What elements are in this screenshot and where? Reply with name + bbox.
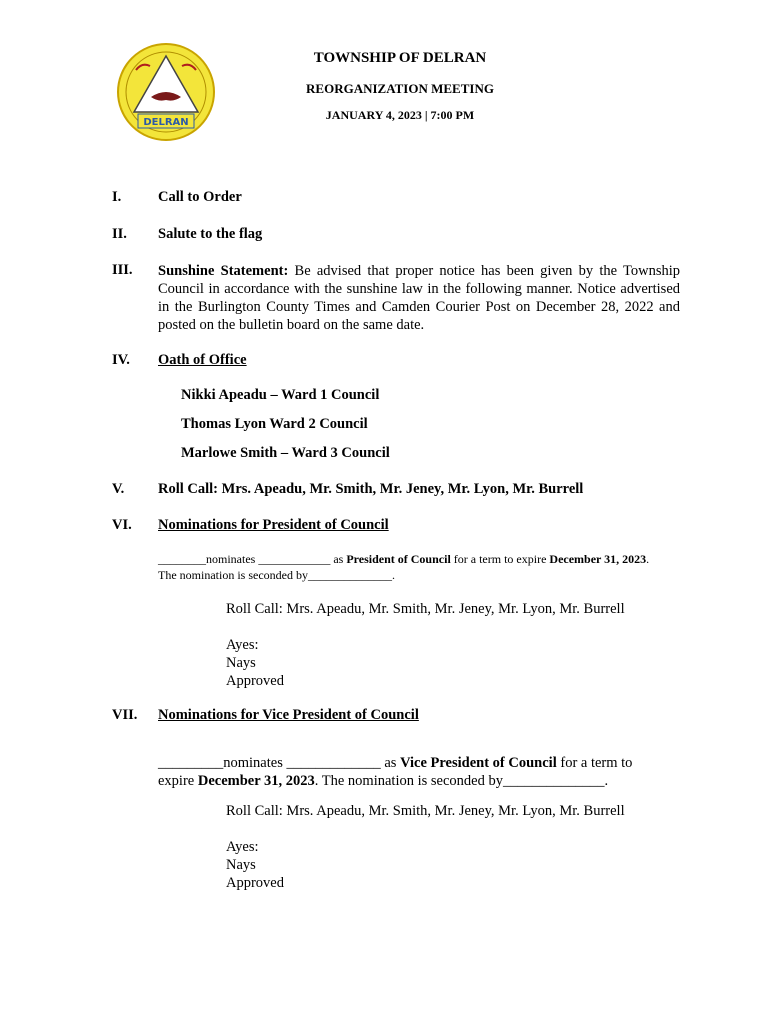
vice-president-nomination — [158, 754, 680, 790]
doc-date: JANUARY 4, 2023 | 7:00 PM — [325, 108, 475, 122]
item-7-text: Nominations for Vice President of Council — [158, 707, 419, 723]
oath-ward-2: Thomas Lyon Ward 2 Council — [181, 416, 368, 432]
nomination-text: _________nominates _____________ as — [158, 755, 401, 771]
doc-subtitle: REORGANIZATION MEETING — [306, 81, 494, 96]
vice-president-ayes: Ayes: — [226, 839, 259, 855]
vice-president-rollcall: Roll Call: Mrs. Apeadu, Mr. Smith, Mr. Jeney, Mr. Lyon, Mr. Burrell — [226, 803, 625, 819]
term-date: December 31, 2023 — [197, 773, 315, 789]
sunshine-text: Be advised that proper notice has been given by the Township Council in accordance with the sunshine law in the following manner. Notice advertised in the Burlington County Times and Camden Courier Post on December 28, 2022 and posted on the bulletin board on the same date. — [158, 263, 681, 333]
office-name: President of Council — [346, 552, 451, 566]
item-2-number: II. — [112, 226, 127, 242]
term-date: December 31, 2023 — [549, 552, 647, 566]
item-5-number: V. — [112, 481, 125, 497]
vice-president-nays: Nays — [226, 857, 256, 873]
vice-president-approved: Approved — [226, 875, 284, 891]
item-5-text: Roll Call: Mrs. Apeadu, Mr. Smith, Mr. Jeney, Mr. Lyon, Mr. Burrell — [158, 481, 584, 497]
office-name: Vice President of Council — [400, 755, 557, 771]
item-3-number: III. — [112, 262, 133, 278]
item-2-text: Salute to the flag — [158, 226, 263, 242]
nomination-text: ________nominates ____________ as — [158, 552, 347, 566]
president-approved: Approved — [226, 673, 284, 689]
doc-title: TOWNSHIP OF DELRAN — [313, 50, 487, 66]
president-nomination — [158, 551, 698, 583]
president-rollcall: Roll Call: Mrs. Apeadu, Mr. Smith, Mr. Jeney, Mr. Lyon, Mr. Burrell — [226, 601, 625, 617]
seal-text: DELRAN — [143, 117, 189, 128]
seconded-text: . The nomination is seconded by______________. — [314, 773, 609, 789]
nomination-text: . — [646, 552, 650, 566]
item-4-text: Oath of Office — [158, 352, 247, 368]
president-nays: Nays — [226, 655, 256, 671]
nomination-text: expire — [158, 773, 198, 789]
seconded-text: The nomination is seconded by______________. — [158, 568, 395, 582]
oath-ward-3: Marlowe Smith – Ward 3 Council — [181, 445, 390, 461]
item-4-number: IV. — [112, 352, 130, 368]
president-ayes: Ayes: — [226, 637, 259, 653]
nomination-text: for a term to — [556, 755, 633, 771]
item-6-text: Nominations for President of Council — [158, 517, 389, 533]
item-1-number: I. — [112, 189, 122, 205]
nomination-text: for a term to expire — [450, 552, 550, 566]
sunshine-label: Sunshine Statement: — [158, 263, 289, 279]
oath-ward-1: Nikki Apeadu – Ward 1 Council — [181, 387, 380, 403]
item-6-number: VI. — [112, 517, 132, 533]
item-7-number: VII. — [112, 707, 138, 723]
sunshine-statement — [158, 262, 680, 334]
item-1-text: Call to Order — [158, 189, 242, 205]
